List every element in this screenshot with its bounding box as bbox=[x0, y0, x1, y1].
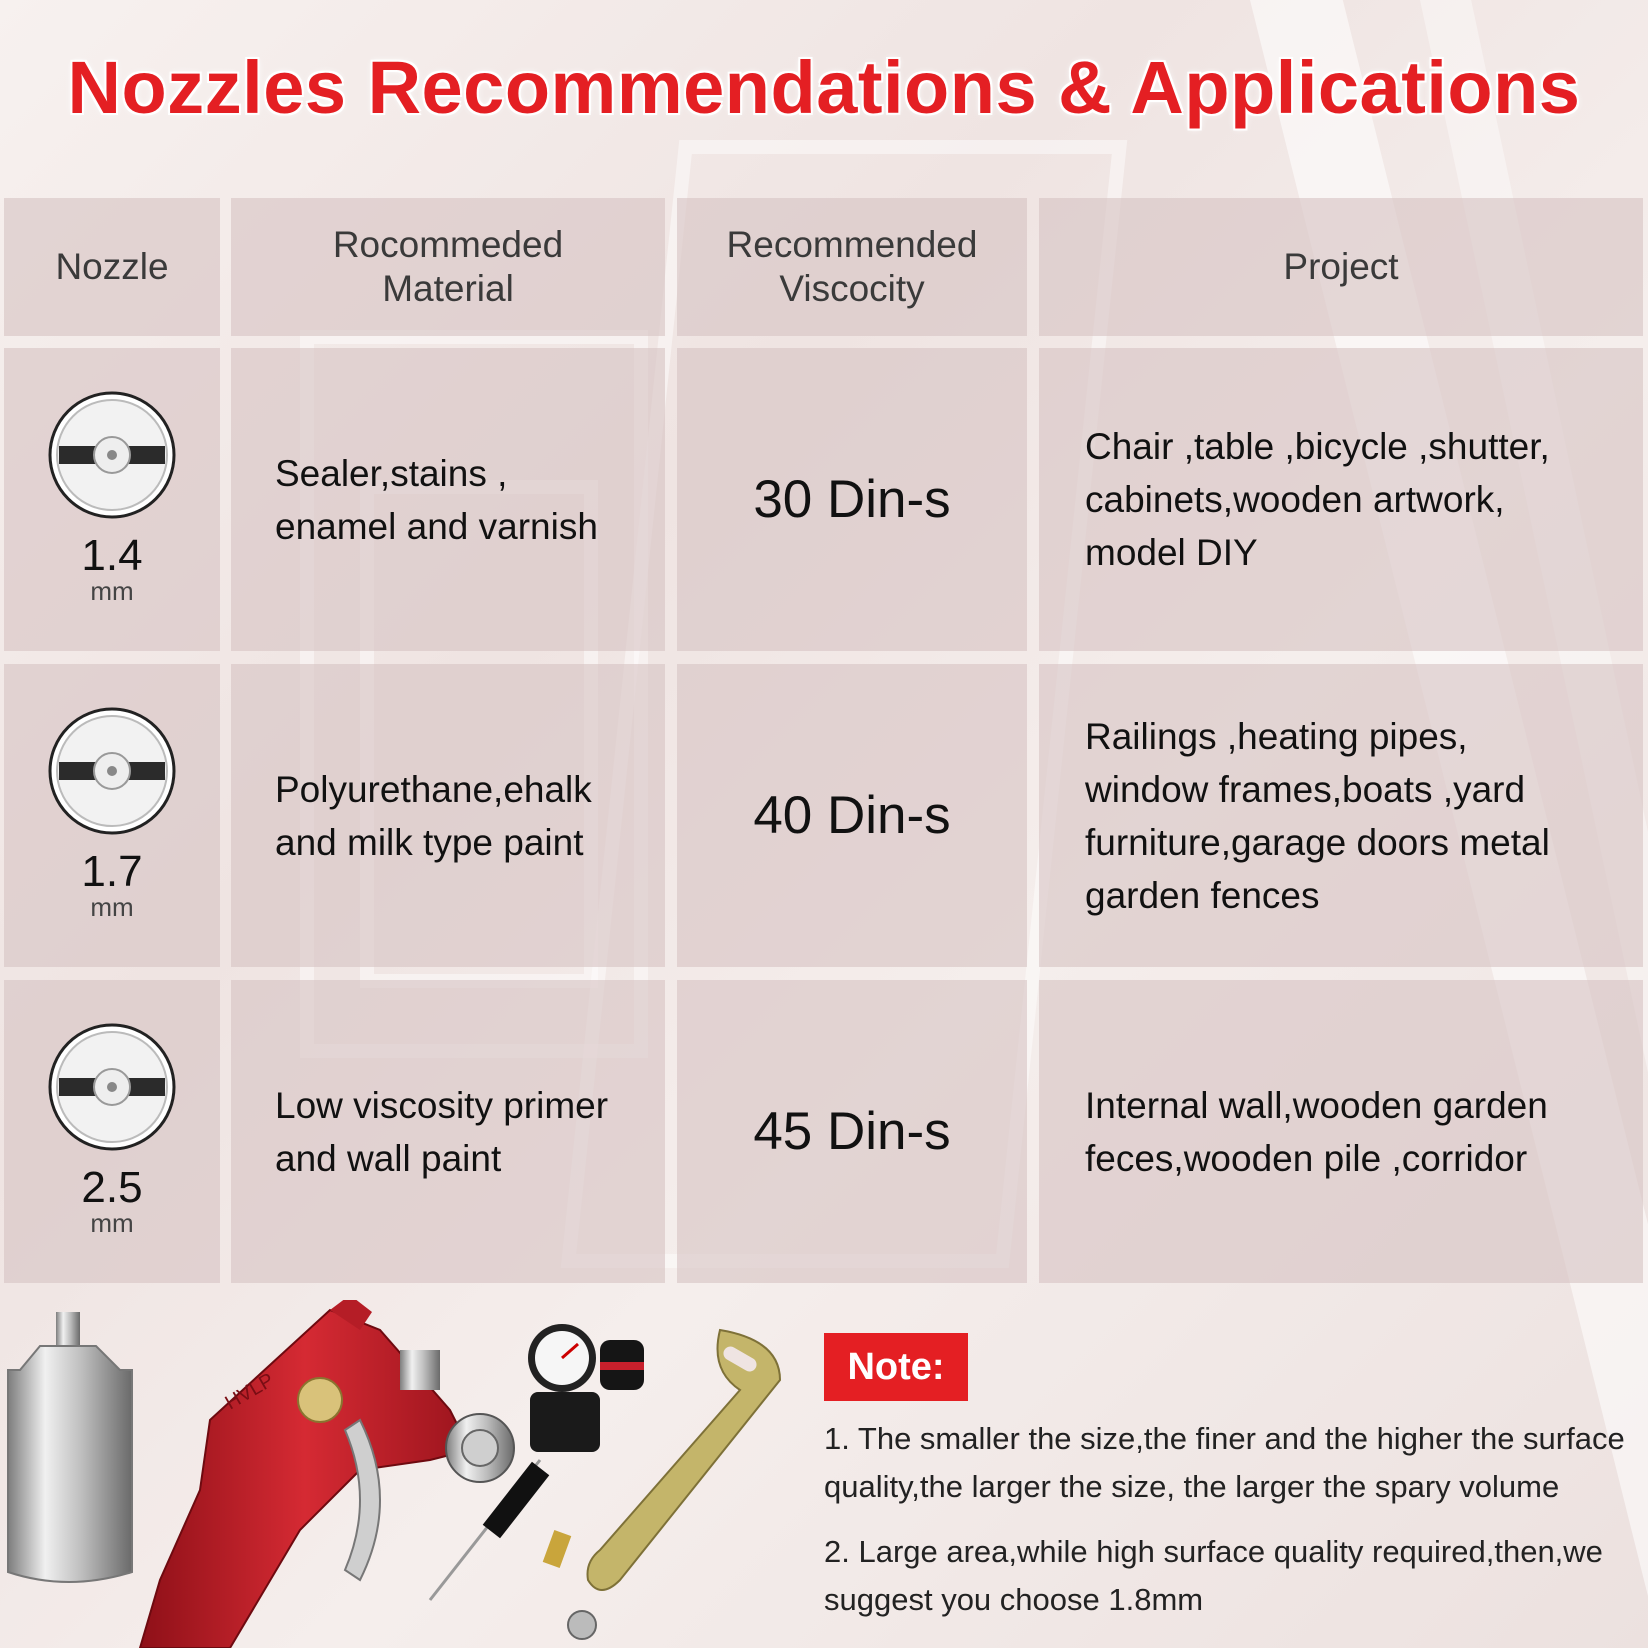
header-viscosity-line1: Recommended bbox=[726, 224, 978, 265]
material-line: and wall paint bbox=[275, 1137, 502, 1179]
note-line: quality,the larger the size, the larger the spary volume bbox=[824, 1469, 1560, 1504]
project-line: furniture,garage doors metal bbox=[1085, 821, 1550, 863]
viscosity-value: 30 Din-s bbox=[753, 470, 951, 529]
project-cell-row1 bbox=[1039, 348, 1643, 651]
viscosity-cell-row1 bbox=[677, 348, 1027, 651]
header-nozzle bbox=[4, 198, 220, 336]
nozzle-cap-icon bbox=[47, 390, 177, 520]
nozzle-size: 1.4 bbox=[81, 531, 143, 580]
nozzle-unit: mm bbox=[90, 892, 134, 922]
cleaning-brush-icon bbox=[430, 1460, 596, 1639]
nozzle-cap-icon bbox=[47, 1022, 177, 1152]
paint-cup-icon bbox=[8, 1312, 132, 1582]
header-material-line1: Rocommeded bbox=[332, 224, 564, 265]
project-cell-row2 bbox=[1039, 664, 1643, 967]
note-badge: Note: bbox=[824, 1333, 968, 1401]
project-line: model DIY bbox=[1085, 532, 1258, 573]
project-line: garden fences bbox=[1085, 874, 1320, 916]
project-line: Railings ,heating pipes, bbox=[1085, 715, 1468, 757]
page-title: Nozzles Recommendations & Applications bbox=[67, 46, 1581, 129]
note-line: 2. Large area,while high surface quality required,then,we bbox=[824, 1534, 1603, 1569]
header-nozzle-label: Nozzle bbox=[55, 246, 169, 287]
project-cell-row3 bbox=[1039, 980, 1643, 1283]
note-item-1 bbox=[824, 1415, 1640, 1511]
project-line: Internal wall,wooden garden bbox=[1085, 1084, 1548, 1126]
material-line: enamel and varnish bbox=[275, 505, 598, 547]
viscosity-cell-row2 bbox=[677, 664, 1027, 967]
material-cell-row3 bbox=[231, 980, 665, 1283]
material-line: Polyurethane,ehalk bbox=[275, 768, 592, 810]
project-line: feces,wooden pile ,corridor bbox=[1085, 1137, 1528, 1179]
material-cell-row2 bbox=[231, 664, 665, 967]
nozzle-size: 2.5 bbox=[81, 1163, 143, 1212]
nozzle-cell-row3 bbox=[4, 980, 220, 1283]
note-item-2 bbox=[824, 1528, 1640, 1624]
header-material bbox=[231, 198, 665, 336]
nozzle-size: 1.7 bbox=[81, 847, 143, 896]
gun-brand-text: HVLP bbox=[221, 1369, 278, 1415]
viscosity-value: 45 Din-s bbox=[753, 1102, 951, 1161]
material-line: and milk type paint bbox=[275, 821, 584, 863]
project-line: cabinets,wooden artwork, bbox=[1085, 479, 1505, 520]
product-illustration bbox=[0, 1300, 800, 1648]
viscosity-value: 40 Din-s bbox=[753, 786, 951, 845]
header-project bbox=[1039, 198, 1643, 336]
header-viscosity-line2: Viscocity bbox=[779, 268, 925, 309]
nozzle-cell-row2 bbox=[4, 664, 220, 967]
pressure-regulator-icon bbox=[528, 1324, 644, 1452]
viscosity-cell-row3 bbox=[677, 980, 1027, 1283]
header-viscosity bbox=[677, 198, 1027, 336]
nozzle-cap-icon bbox=[47, 706, 177, 836]
note-line: 1. The smaller the size,the finer and the higher the surface bbox=[824, 1421, 1625, 1456]
nozzle-unit: mm bbox=[90, 576, 134, 606]
material-cell-row1 bbox=[231, 348, 665, 651]
header-material-line2: Material bbox=[382, 268, 514, 309]
spray-gun-icon bbox=[140, 1300, 514, 1648]
material-line: Sealer,stains , bbox=[275, 452, 508, 494]
note-line: suggest you choose 1.8mm bbox=[824, 1582, 1204, 1617]
project-line: window frames,boats ,yard bbox=[1085, 768, 1526, 810]
nozzle-unit: mm bbox=[90, 1208, 134, 1238]
header-project-label: Project bbox=[1283, 246, 1399, 287]
project-line: Chair ,table ,bicycle ,shutter, bbox=[1085, 426, 1550, 467]
material-line: Low viscosity primer bbox=[275, 1084, 609, 1126]
nozzle-cell-row1 bbox=[4, 348, 220, 651]
